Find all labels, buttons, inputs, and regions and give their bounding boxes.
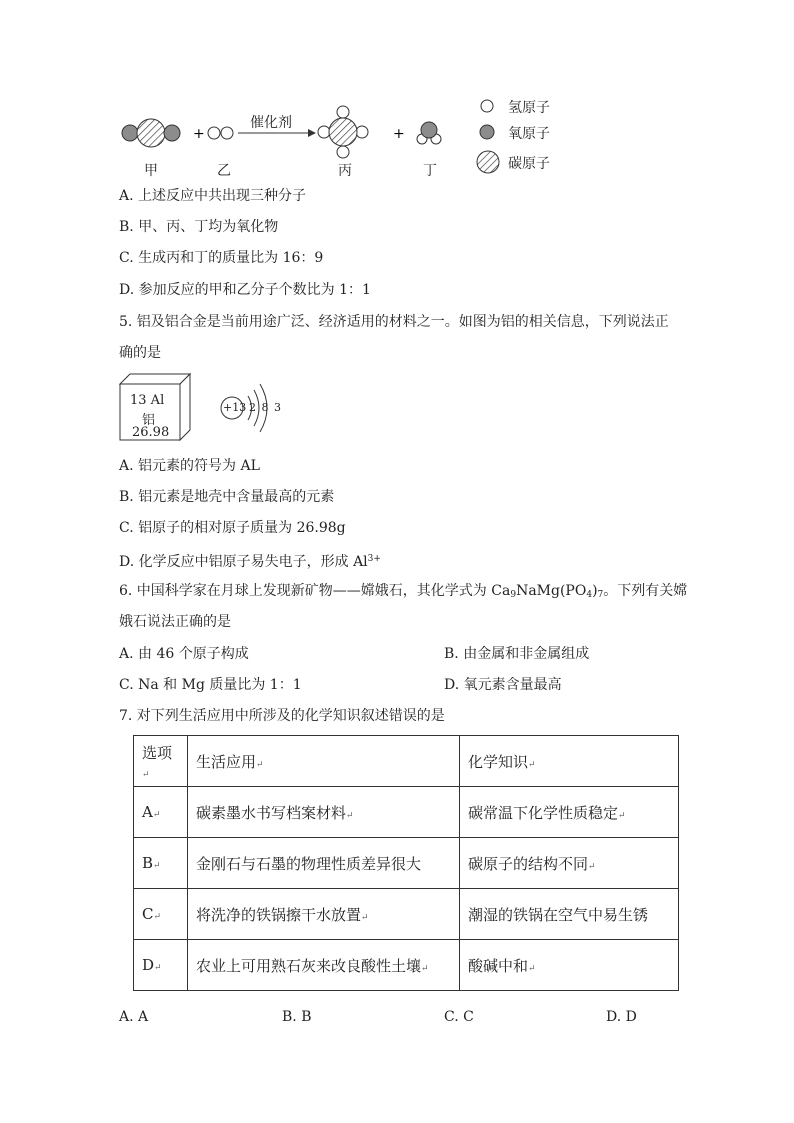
q7-table [133,735,679,991]
label-yi: 乙 [217,163,231,179]
legend-carbon-label: 碳原子 [508,156,550,172]
table-cell: 碳原子的结构不同↵ [460,838,679,889]
table-cell: 酸碱中和↵ [460,940,679,991]
table-header-cell: 生活应用↵ [188,736,460,787]
table-cell: A↵ [134,787,188,838]
table-row [134,889,679,940]
q5-option-b: B. 铝元素是地壳中含量最高的元素 [119,489,335,505]
q5-option-d [119,549,381,572]
q4-option-c: C. 生成丙和丁的质量比为 16：9 [119,250,324,266]
element-mass: 26.98 [132,425,170,440]
q7-option-a: A. A [119,1009,149,1025]
q6-option-a: A. 由 46 个原子构成 [119,646,249,662]
label-bing: 丙 [338,163,352,179]
atom-nucleus: +13 [223,401,247,414]
table-cell: C↵ [134,889,188,940]
q6-option-d: D. 氧元素含量最高 [444,677,562,693]
table-header-row [134,736,679,787]
legend-hydrogen-icon [481,100,493,112]
q6-stem-b: NaMg(PO [516,583,587,599]
molecule-yi [208,127,233,139]
q6-stem-a: 6. 中国科学家在月球上发现新矿物——嫦娥石，其化学式为 Ca [119,583,511,599]
q7-option-b: B. B [282,1009,312,1025]
q6-sub-ca: 9 [510,590,517,600]
q4-option-d: D. 参加反应的甲和乙分子个数比为 1：1 [119,282,371,298]
q6-stem-line1 [119,581,687,605]
plus-sign-1: + [193,126,205,142]
ion-charge: 3+ [367,554,381,564]
label-ding: 丁 [423,163,437,179]
label-jia: 甲 [144,163,158,179]
table-cell: B↵ [134,838,188,889]
legend-oxygen-label: 氧原子 [508,126,550,142]
q5-option-c: C. 铝原子的相对原子质量为 26.98g [119,520,346,536]
table-cell: 碳素墨水书写档案材料↵ [188,787,460,838]
molecule-ding [417,122,441,144]
q6-sub-7: 7 [597,590,604,600]
table-header-cell: 化学知识↵ [460,736,679,787]
plus-sign-2: + [393,126,405,142]
q6-option-c: C. Na 和 Mg 质量比为 1：1 [119,677,302,693]
q5-option-a: A. 铝元素的符号为 AL [119,458,260,474]
reaction-arrow-label: 催化剂 [250,115,292,131]
table-cell: 将洗净的铁锅擦干水放置↵ [188,889,460,940]
q7-stem: 7. 对下列生活应用中所涉及的化学知识叙述错误的是 [119,708,445,724]
q5-option-d-text: D. 化学反应中铝原子易失电子，形成 Al [119,554,368,570]
q4-option-b: B. 甲、丙、丁均为氧化物 [119,219,279,235]
q7-option-d: D. D [606,1009,637,1025]
legend-hydrogen-label: 氢原子 [508,100,550,116]
molecule-bing [318,106,368,158]
q6-stem-line2: 娥石说法正确的是 [119,614,231,630]
q6-option-b: B. 由金属和非金属组成 [444,646,590,662]
q5-stem-line2: 确的是 [119,345,161,361]
q6-sub-po: 4 [586,590,593,600]
table-cell: 金刚石与石墨的物理性质差异很大 [188,838,460,889]
element-number-symbol: 13 Al [130,393,165,408]
table-row [134,838,679,889]
table-cell: 农业上可用熟石灰来改良酸性土壤↵ [188,940,460,991]
table-row [134,940,679,991]
table-cell: 碳常温下化学性质稳定↵ [460,787,679,838]
legend-carbon-icon [477,151,499,173]
q5-stem-line1: 5. 铝及铝合金是当前用途广泛、经济适用的材料之一。如图为铝的相关信息，下列说法正 [119,314,669,330]
table-cell: D↵ [134,940,188,991]
q6-stem-c: ) [592,583,598,599]
table-row [134,787,679,838]
q7-option-c: C. C [444,1009,474,1025]
q4-option-a: A. 上述反应中共出现三种分子 [119,188,307,204]
legend-oxygen-icon [480,125,494,139]
table-cell: 潮湿的铁锅在空气中易生锈 [460,889,679,940]
q6-stem-d: 。下列有关嫦 [603,583,688,599]
element-name: 铝 [142,413,156,428]
molecule-jia [122,119,180,147]
table-header-cell: 选项↵ [134,736,188,787]
atom-shells: 2 8 3 [249,401,282,414]
